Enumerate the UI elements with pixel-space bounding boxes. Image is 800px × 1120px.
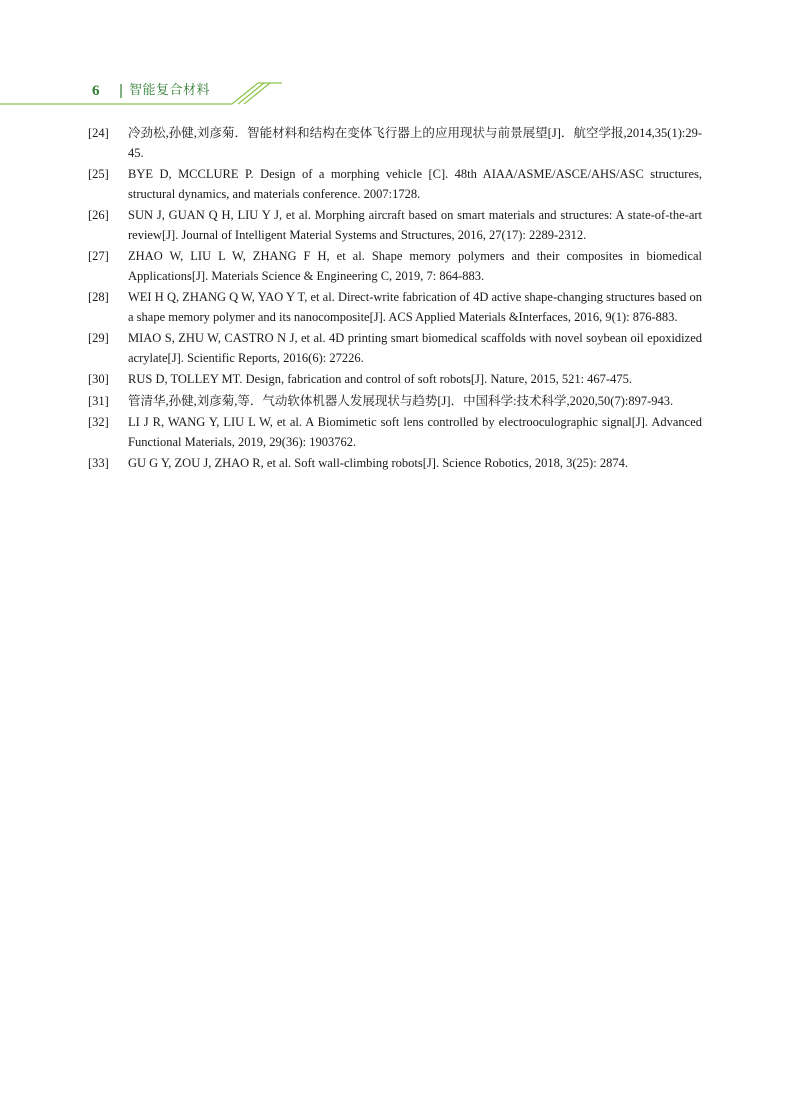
- book-title: 智能复合材料: [129, 83, 211, 98]
- header-decoration: [0, 0, 800, 110]
- reference-text: 管清华,孙健,刘彦菊,等．气动软体机器人发展现状与趋势[J]．中国科学:技术科学,2020,50(7):897-943.: [128, 393, 674, 408]
- reference-number: [25]: [88, 167, 109, 181]
- reference-number: [26]: [88, 208, 109, 222]
- reference-item: [88, 413, 702, 452]
- reference-number: [32]: [88, 415, 109, 429]
- reference-number: [27]: [88, 249, 109, 263]
- header-rule-slant-3: [244, 83, 270, 104]
- reference-text: 冷劲松,孙健,刘彦菊．智能材料和结构在变体飞行器上的应用现状与前景展望[J]．航空学报,2014,35(1):29-45.: [128, 126, 702, 160]
- reference-item: [88, 247, 702, 286]
- reference-number: [28]: [88, 290, 109, 304]
- reference-text: MIAO S, ZHU W, CASTRO N J, et al. 4D printing smart biomedical scaffolds with novel soybean oil epoxidized acrylate[J]. Scientific Reports, 2016(6): 27226.: [128, 331, 702, 365]
- page-number: 6: [92, 83, 100, 99]
- reference-item: [88, 165, 702, 204]
- header-rule-slant-2: [238, 83, 264, 104]
- reference-list: [88, 124, 702, 476]
- reference-number: [30]: [88, 372, 109, 386]
- reference-item: [88, 288, 702, 327]
- reference-item: [88, 370, 702, 390]
- reference-text: ZHAO W, LIU L W, ZHANG F H, et al. Shape memory polymers and their composites in biomedical Applications[J]. Materials Science & Engineering C, 2019, 7: 864-883.: [128, 249, 702, 283]
- reference-item: [88, 454, 702, 474]
- reference-text: LI J R, WANG Y, LIU L W, et al. A Biomimetic soft lens controlled by electrooculographic signal[J]. Advanced Functional Materials, 2019, 29(36): 1903762.: [128, 415, 702, 449]
- reference-text: RUS D, TOLLEY MT. Design, fabrication and control of soft robots[J]. Nature, 2015, 521: 467-475.: [128, 372, 632, 386]
- reference-item: [88, 206, 702, 245]
- reference-item: [88, 329, 702, 368]
- reference-text: BYE D, MCCLURE P. Design of a morphing vehicle [C]. 48th AIAA/ASME/ASCE/AHS/ASC structures, structural dynamics, and materials conference. 2007:1728.: [128, 167, 702, 201]
- reference-item: [88, 392, 702, 412]
- reference-number: [29]: [88, 331, 109, 345]
- reference-text: WEI H Q, ZHANG Q W, YAO Y T, et al. Direct-write fabrication of 4D active shape-changing structures based on a shape memory polymer and its nanocomposite[J]. ACS Applied Materials &Interfaces, 2016, 9(1): 876-883.: [128, 290, 702, 324]
- reference-item: [88, 124, 702, 163]
- reference-text: GU G Y, ZOU J, ZHAO R, et al. Soft wall-climbing robots[J]. Science Robotics, 2018, 3(25): 2874.: [128, 456, 628, 470]
- reference-text: SUN J, GUAN Q H, LIU Y J, et al. Morphing aircraft based on smart materials and structures: A state-of-the-art review[J]. Journal of Intelligent Material Systems and Structures, 2016, 27(17): 2289-2312.: [128, 208, 702, 242]
- page-header: [0, 0, 800, 110]
- header-rule-slant-1: [232, 83, 258, 104]
- reference-number: [33]: [88, 456, 109, 470]
- reference-number: [24]: [88, 126, 109, 140]
- reference-number: [31]: [88, 393, 109, 408]
